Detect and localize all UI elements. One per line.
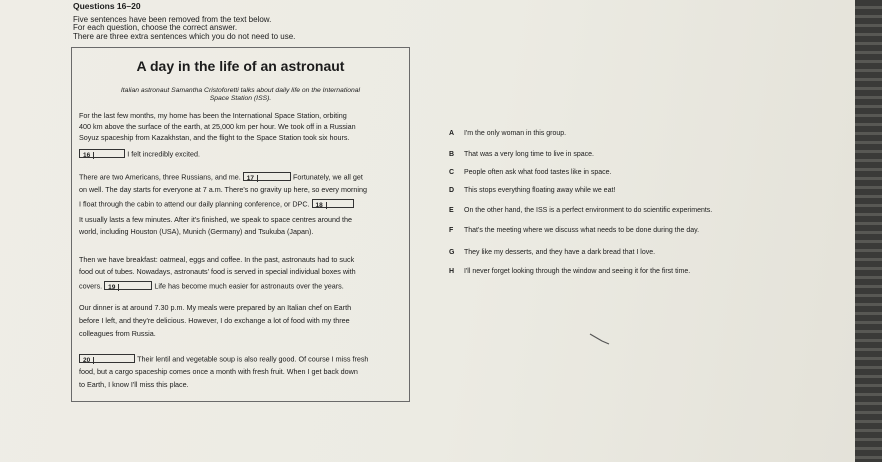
article-line: 400 km above the surface of the earth, at 25,000 km per hour. We took off in a Russian (79, 122, 356, 131)
article-line: Our dinner is at around 7.30 p.m. My meals were prepared by an Italian chef on Earth (79, 303, 352, 312)
article-title: A day in the life of an astronaut (136, 58, 345, 74)
article-line: Then we have breakfast: oatmeal, eggs and coffee. In the past, astronauts had to suck (79, 255, 355, 264)
option-letter: H (449, 268, 455, 275)
option-letter: A (449, 130, 455, 137)
option-letter: B (449, 151, 455, 158)
article-line: world, including Houston (USA), Munich (Germany) and Tsukuba (Japan). (79, 227, 314, 236)
article-line: For the last few months, my home has been the International Space Station, orbiting (79, 111, 347, 120)
article-text: covers. (79, 281, 103, 291)
option-letter: C (449, 169, 455, 176)
gap-number: 16 (80, 152, 94, 159)
gap-number: 17 (244, 175, 258, 182)
option-letter: G (449, 249, 455, 256)
gap-number: 20 (80, 357, 94, 364)
article-text: Fortunately, we all get (293, 172, 363, 182)
instruction-line: For each question, choose the correct answer. (73, 23, 238, 32)
gap-number: 19 (105, 284, 119, 291)
article-text: I float through the cabin to attend our daily planning conference, or DPC. (79, 199, 310, 209)
gap-16-box[interactable] (79, 149, 125, 158)
article-line: food, but a cargo spaceship comes once a month with fresh fruit. When I get back down (79, 367, 358, 376)
article-line (79, 150, 200, 159)
article-line: colleagues from Russia. (79, 329, 156, 338)
article-text: I felt incredibly excited. (127, 149, 200, 159)
option-letter: D (449, 187, 455, 194)
instruction-line: There are three extra sentences which you do not need to use. (73, 32, 296, 41)
article-line: to Earth, I know I'll miss this place. (79, 380, 189, 389)
article-text: Their lentil and vegetable soup is also really good. Of course I miss fresh (137, 354, 369, 364)
article-text: Life has become much easier for astronauts over the years. (154, 281, 344, 291)
option-letter: F (449, 227, 454, 234)
article-subtitle: Italian astronaut Samantha Cristoforetti talks about daily life on the International (120, 87, 361, 94)
article-subtitle: Space Station (ISS). (209, 95, 272, 102)
gap-17-box[interactable] (243, 172, 291, 181)
article-line: It usually lasts a few minutes. After it's finished, we speak to space centres around the (79, 215, 353, 224)
option-text: People often ask what food tastes like in space. (464, 169, 612, 176)
article-line: Soyuz spaceship from Kazakhstan, and the flight to the Space Station took six hours. (79, 133, 350, 142)
article-text: There are two Americans, three Russians, and me. (79, 172, 241, 182)
gap-number: 18 (313, 202, 327, 209)
article-line: on well. The day starts for everyone at 7 a.m. There's no gravity up here, so every morning (79, 185, 367, 194)
article-line: food out of tubes. Nowadays, astronauts' food is served in special individual boxes with (79, 267, 356, 276)
option-text: This stops everything floating away while we eat! (464, 187, 616, 194)
option-letter: E (449, 207, 454, 214)
page-edge-shadow (855, 0, 882, 462)
option-text: That's the meeting where we discuss what needs to be done during the day. (464, 227, 700, 234)
article-line: before I left, and they're delicious. However, I do exchange a lot of food with my three (79, 316, 350, 325)
article-line (79, 200, 354, 209)
article-line (79, 282, 344, 291)
gap-18-box[interactable] (312, 199, 354, 208)
questions-title: Questions 16–20 (73, 1, 141, 11)
option-text: On the other hand, the ISS is a perfect environment to do scientific experiments. (464, 207, 713, 214)
option-text: That was a very long time to live in space. (464, 151, 594, 158)
gap-19-box[interactable] (104, 281, 152, 290)
option-text: I'm the only woman in this group. (464, 130, 567, 137)
option-text: They like my desserts, and they have a dark bread that I love. (464, 249, 656, 256)
option-text: I'll never forget looking through the window and seeing it for the first time. (464, 268, 691, 275)
instruction-line: Five sentences have been removed from the text below. (73, 15, 272, 24)
article-line (79, 355, 368, 364)
gap-20-box[interactable] (79, 354, 135, 363)
article-line (79, 173, 363, 182)
pencil-mark-icon (588, 332, 612, 346)
